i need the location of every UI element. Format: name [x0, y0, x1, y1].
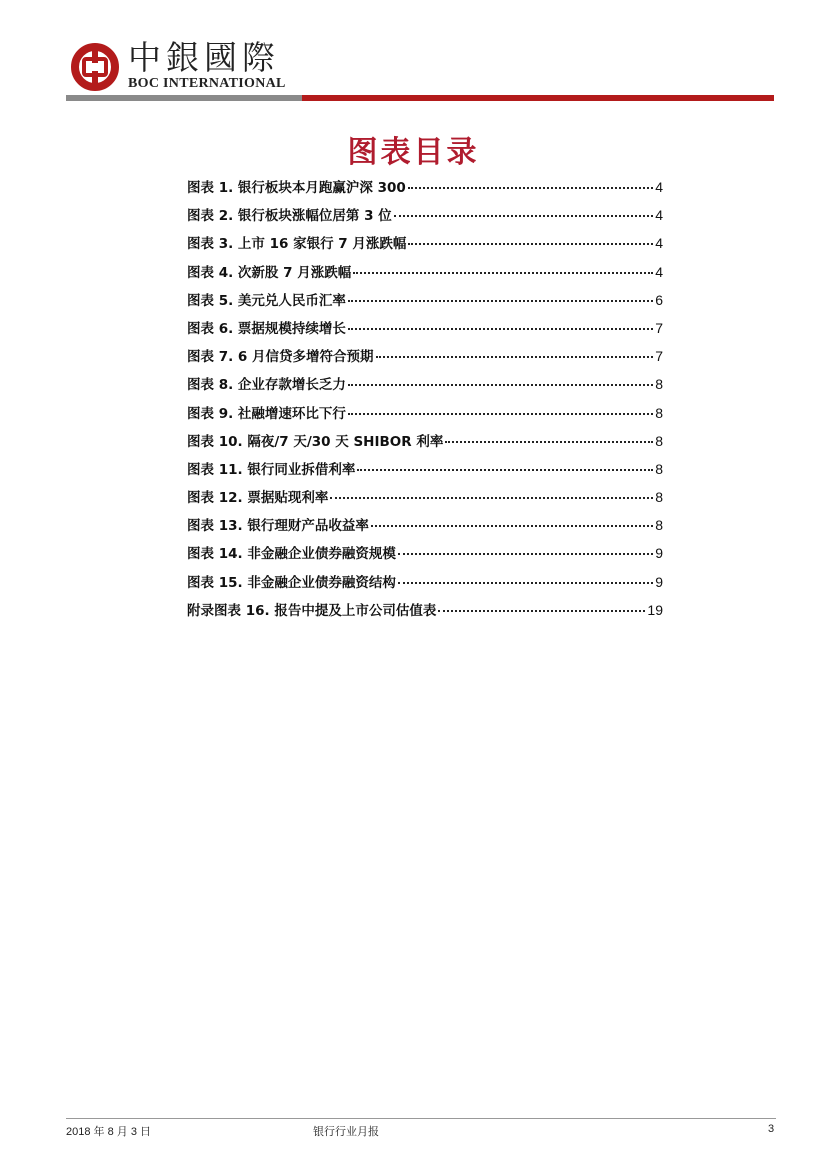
toc-entry-label: 图表 1. 银行板块本月跑赢沪深 300 — [187, 180, 406, 196]
toc-leader-dots — [353, 258, 653, 274]
toc-leader-dots — [394, 201, 653, 217]
toc-entry-page: 8 — [655, 517, 663, 534]
footer-date: 2018 年 8 月 3 日 — [66, 1126, 151, 1138]
toc-entry[interactable] — [187, 289, 663, 317]
toc-leader-dots — [348, 399, 653, 415]
toc-entry-page: 8 — [655, 376, 663, 393]
toc-entry-page: 8 — [655, 404, 663, 421]
toc-entry-label: 图表 5. 美元兑人民币汇率 — [187, 292, 346, 309]
toc-entry[interactable] — [187, 232, 663, 260]
toc-entry-page: 8 — [655, 489, 663, 506]
toc-leader-dots — [357, 455, 653, 471]
header-rule-red — [302, 95, 774, 101]
footer-rule — [66, 1118, 776, 1119]
toc-entry[interactable] — [187, 176, 663, 204]
header-rule-gray — [66, 95, 302, 101]
toc-entry-page: 8 — [655, 432, 663, 449]
toc-leader-dots — [408, 173, 653, 189]
toc-entry-label: 附录图表 16. 报告中提及上市公司估值表 — [187, 602, 437, 619]
footer-page-number: 3 — [768, 1123, 775, 1135]
toc-entry[interactable] — [187, 402, 663, 430]
toc-entry-page: 19 — [647, 601, 663, 618]
footer-report-type: 银行行业月报 — [313, 1126, 379, 1138]
logo-chinese-text: 中銀國際 — [128, 38, 280, 77]
toc-entry-label: 图表 9. 社融增速环比下行 — [187, 405, 346, 422]
boc-logo-icon — [70, 42, 120, 92]
toc-leader-dots — [376, 342, 654, 358]
toc-entry[interactable] — [187, 345, 663, 373]
toc-entry[interactable] — [187, 514, 663, 542]
toc-entry-page: 4 — [655, 263, 663, 280]
toc-entry-page: 6 — [655, 291, 663, 308]
toc-entry[interactable] — [187, 599, 663, 627]
toc-leader-dots — [398, 539, 653, 555]
toc-leader-dots — [445, 427, 653, 443]
toc-list — [187, 176, 663, 627]
toc-entry[interactable] — [187, 430, 663, 458]
toc-leader-dots — [398, 568, 653, 584]
toc-entry-label: 图表 12. 票据贴现利率 — [187, 490, 329, 507]
toc-entry-page: 9 — [655, 545, 663, 562]
toc-entry-label: 图表 10. 隔夜/7 天/30 天 SHIBOR 利率 — [187, 433, 444, 450]
toc-entry-page: 7 — [655, 348, 663, 365]
toc-entry-label: 图表 11. 银行同业拆借利率 — [187, 461, 356, 478]
toc-entry-label: 图表 3. 上市 16 家银行 7 月涨跌幅 — [187, 236, 407, 253]
toc-entry-page: 8 — [655, 460, 663, 477]
toc-entry[interactable] — [187, 204, 663, 232]
toc-entry-page: 4 — [655, 235, 663, 252]
toc-leader-dots — [408, 229, 653, 245]
toc-leader-dots — [348, 286, 653, 302]
logo-english-text: BOC INTERNATIONAL — [128, 76, 286, 91]
toc-title: 图表目录 — [347, 135, 480, 170]
toc-leader-dots — [348, 314, 653, 330]
toc-entry[interactable] — [187, 486, 663, 514]
toc-entry-label: 图表 4. 次新股 7 月涨跌幅 — [187, 264, 352, 281]
toc-entry[interactable] — [187, 373, 663, 401]
toc-leader-dots — [371, 511, 653, 527]
toc-entry[interactable] — [187, 542, 663, 570]
toc-entry-label: 图表 15. 非金融企业债券融资结构 — [187, 574, 396, 591]
toc-entry-label: 图表 8. 企业存款增长乏力 — [187, 377, 346, 394]
toc-entry-page: 7 — [655, 319, 663, 336]
toc-entry-page: 4 — [655, 207, 663, 224]
toc-entry[interactable] — [187, 261, 663, 289]
toc-entry-page: 4 — [655, 179, 663, 195]
toc-leader-dots — [348, 370, 653, 386]
page-header — [0, 0, 827, 110]
toc-leader-dots — [330, 483, 653, 499]
toc-entry[interactable] — [187, 571, 663, 599]
toc-entry-page: 9 — [655, 573, 663, 590]
toc-entry-label: 图表 14. 非金融企业债券融资规模 — [187, 546, 396, 563]
toc-entry[interactable] — [187, 458, 663, 486]
toc-entry-label: 图表 6. 票据规模持续增长 — [187, 320, 346, 337]
toc-entry-label: 图表 2. 银行板块涨幅位居第 3 位 — [187, 208, 392, 225]
toc-entry-label: 图表 13. 银行理财产品收益率 — [187, 518, 369, 535]
toc-entry[interactable] — [187, 317, 663, 345]
toc-leader-dots — [438, 596, 645, 612]
toc-entry-label: 图表 7. 6 月信贷多增符合预期 — [187, 349, 374, 366]
